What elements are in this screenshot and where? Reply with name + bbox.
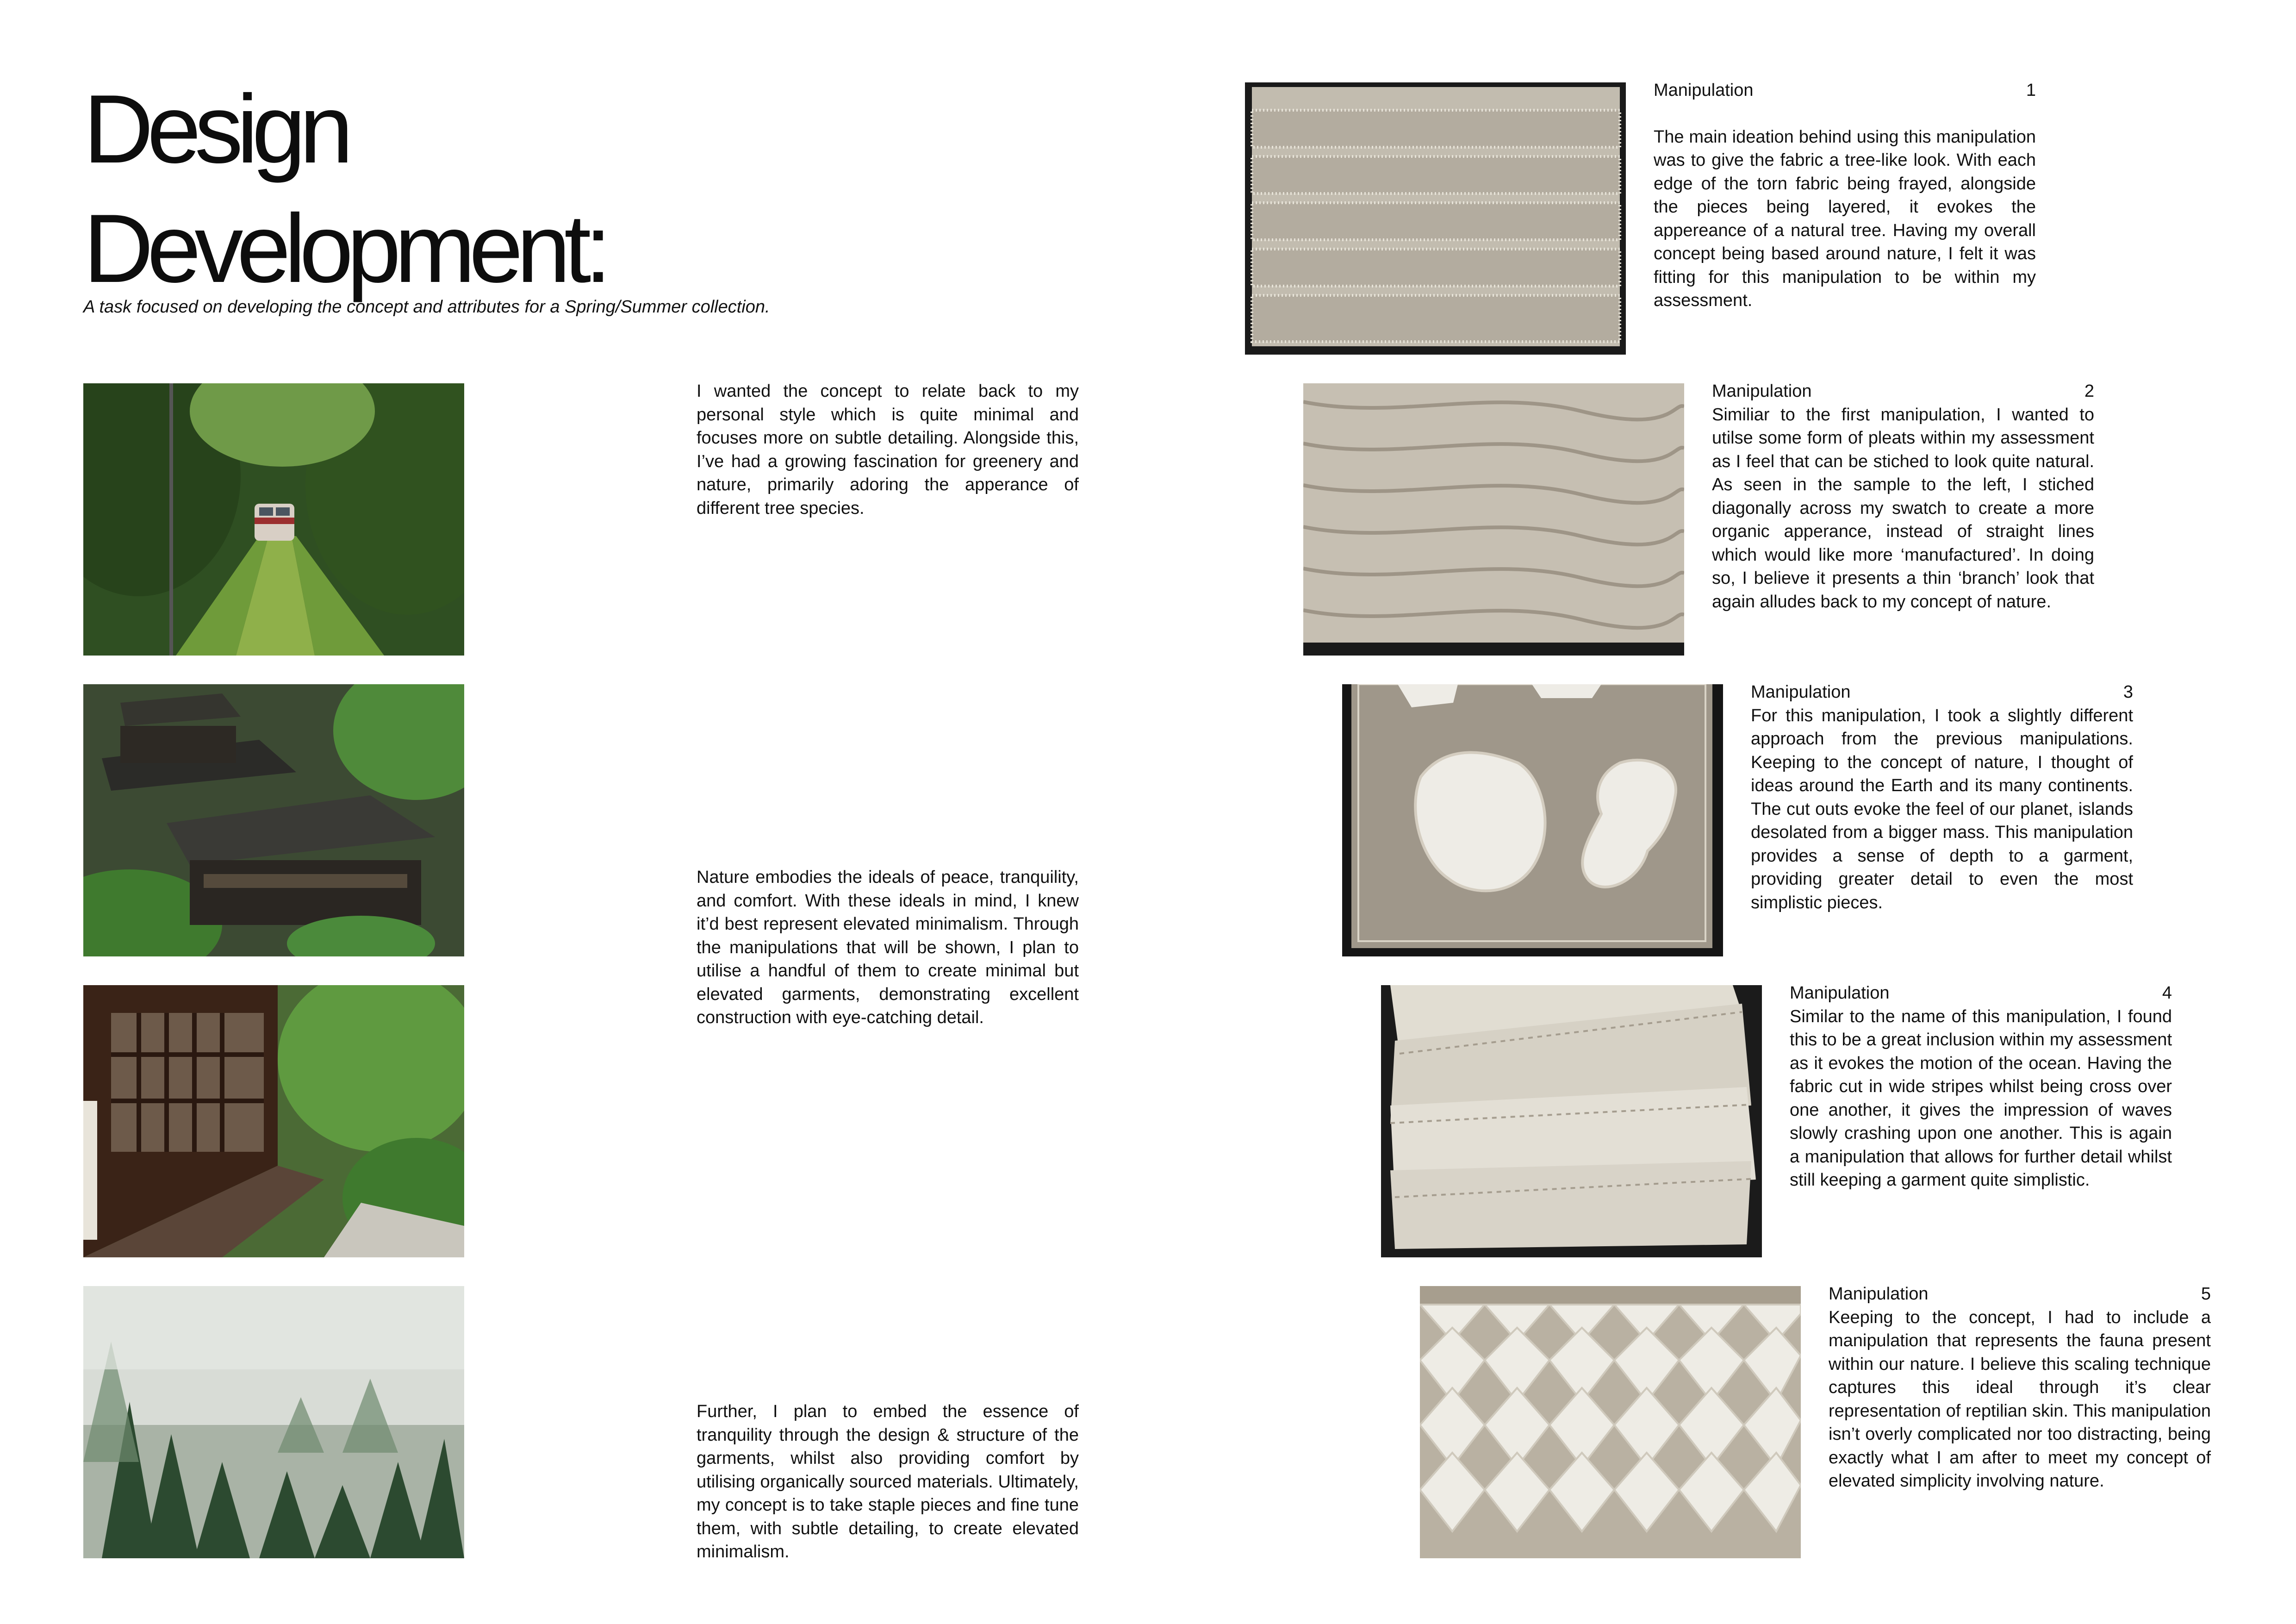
manipulation-2-header	[1712, 380, 2094, 403]
misty-forest-photo	[83, 1286, 464, 1558]
page-subtitle: A task focused on developing the concept and attributes for a Spring/Summer collection.	[83, 297, 770, 317]
manipulation-1-header	[1654, 79, 2036, 102]
manipulation-5-header	[1829, 1282, 2211, 1306]
temple-village-photo	[83, 684, 464, 956]
manipulation-2-text: Similiar to the first manipulation, I wanted to utilse some form of pleats within my assessment as I feel that can be stiched to look quite natural. As seen in the sample to the left, I stiched diagonally across my swatch to create a more organic apperance, instead of straight lines which would like more ‘manufactured’. In doing so, I believe it presents a thin ‘branch’ look that again alludes back to my concept of nature.	[1712, 405, 2094, 612]
manipulation-2-number: 2	[2084, 381, 2094, 401]
manipulation-4-text: Similar to the name of this manipulation, I found this to be a great inclusion within my assessment as it evokes the motion of the ocean. Having the fabric cut in wide stripes whilst being cross over one another, it gives the impression of waves slowly crashing upon one another. This is again a manipulation that allows for further detail whilst still keeping a garment quite simplistic.	[1790, 1006, 2172, 1190]
manipulation-4	[1790, 981, 2172, 1192]
manipulation-5-label: Manipulation	[1829, 1284, 1929, 1304]
manipulation-5-number: 5	[2201, 1284, 2211, 1304]
manipulation-5	[1829, 1282, 2211, 1493]
title-line-design: Design	[83, 75, 347, 183]
concept-paragraph-1: I wanted the concept to relate back to my personal style which is quite minimal and focuses more on subtle detailing. Alongside this, I’ve had a growing fascination for greenery and nature, primarily adoring the apperance of different tree species.	[697, 381, 1079, 518]
manipulation-1-text: The main ideation behind using this manipulation was to give the fabric a tree-like look. With each edge of the torn fabric being frayed, alongside the pieces being layered, it evokes the appereance of a natural tree. Having my overall concept being based around nature, I felt it was fitting for this manipulation to be within my assessment.	[1654, 127, 2036, 310]
manipulation-1-label: Manipulation	[1654, 81, 1754, 100]
manipulation-1	[1654, 79, 2036, 312]
wooden-house-garden-photo	[83, 985, 464, 1257]
diagonal-pleats-swatch	[1303, 383, 1684, 656]
concept-paragraph-3: Further, I plan to embed the essence of tranquility through the design & structure of the garments, whilst also providing comfort by utilising organically sourced materials. Ultimately, my concept is to take staple pieces and fine tune them, with subtle detailing, to create elevated minimalism.	[697, 1402, 1079, 1562]
frayed-layers-swatch	[1245, 82, 1626, 355]
manipulation-3-text: For this manipulation, I took a slightly different approach from the previous manipulations. Keeping to the concept of nature, I thought of ideas around the Earth and its many continents. The cut outs evoke the feel of our planet, islands desolated from a bigger mass. This manipulation provides a sense of depth to a garment, providing greater detail to even the most simplistic pieces.	[1751, 706, 2133, 912]
manipulation-3	[1751, 681, 2133, 914]
manipulation-4-label: Manipulation	[1790, 983, 1890, 1003]
page-title	[83, 69, 605, 308]
manipulation-2	[1712, 380, 2094, 613]
manipulation-3-header	[1751, 681, 2133, 704]
forest-railway-photo	[83, 383, 464, 656]
concept-paragraph-2: Nature embodies the ideals of peace, tranquility, and comfort. With these ideals in mind, I knew it’d best represent elevated minimalism. Through the manipulations that will be shown, I plan to utilise a handful of them to create minimal but elevated garments, demonstrating excellent construction with eye-catching detail.	[697, 868, 1079, 1027]
manipulation-1-number: 1	[2026, 81, 2036, 100]
manipulation-3-number: 3	[2123, 682, 2133, 702]
manipulation-4-number: 4	[2162, 983, 2172, 1003]
manipulation-2-label: Manipulation	[1712, 381, 1812, 401]
manipulation-3-label: Manipulation	[1751, 682, 1851, 702]
cut-outs-swatch	[1342, 684, 1723, 956]
manipulation-5-text: Keeping to the concept, I had to include a manipulation that represents the fauna present within our nature. I believe this scaling technique captures this ideal through it’s clear representation of reptilian skin. This manipulation isn’t overly complicated nor too distracting, being exactly what I am after to meet my concept of elevated simplicity involving nature.	[1829, 1307, 2211, 1491]
scales-swatch	[1420, 1286, 1801, 1558]
waves-swatch	[1381, 985, 1762, 1257]
title-line-development: Development:	[83, 194, 605, 303]
manipulation-4-header	[1790, 981, 2172, 1005]
